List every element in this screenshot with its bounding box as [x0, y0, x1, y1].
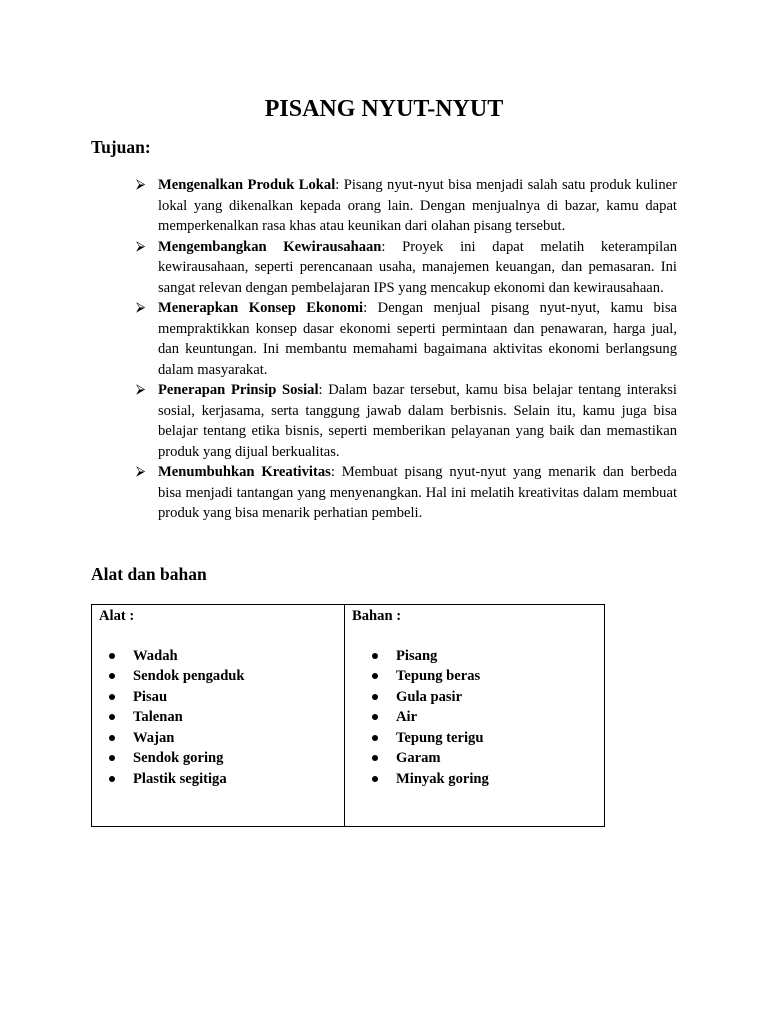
table-row: [92, 605, 605, 827]
bullet-dot-icon: [372, 714, 378, 720]
alat-cell: [92, 605, 345, 827]
page-title: PISANG NYUT-NYUT: [264, 96, 504, 122]
bahan-item-label: Air: [396, 709, 418, 725]
list-item: [345, 748, 604, 769]
list-item: [92, 707, 344, 728]
bahan-cell: [345, 605, 605, 827]
arrowhead-bullet-icon: ⮚: [136, 238, 146, 254]
list-item: [92, 728, 344, 749]
list-item: [136, 298, 677, 380]
bullet-dot-icon: [372, 755, 378, 761]
list-item: [345, 728, 604, 749]
bullet-dot-icon: [372, 653, 378, 659]
goals-list: [136, 175, 677, 524]
bullet-dot-icon: [109, 673, 115, 679]
list-item: [345, 769, 604, 790]
list-item: [92, 769, 344, 790]
arrowhead-bullet-icon: ⮚: [136, 464, 146, 479]
list-item: [92, 687, 344, 708]
bullet-dot-icon: [372, 694, 378, 700]
list-item: [136, 462, 677, 524]
alat-item-label: Pisau: [133, 688, 168, 705]
tools-ingredients-table: [91, 604, 605, 827]
goal-term: Penerapan Prinsip Sosial: [158, 382, 319, 398]
bullet-dot-icon: [109, 653, 115, 659]
goal-term: Menumbuhkan Kreativitas: [158, 464, 331, 480]
bullet-dot-icon: [109, 776, 115, 782]
section-heading-alat-bahan: Alat dan bahan: [91, 564, 207, 584]
bullet-dot-icon: [109, 694, 115, 700]
alat-item-label: Wadah: [133, 647, 178, 664]
bullet-dot-icon: [109, 714, 115, 720]
goal-text: : Dalam bazar tersebut, kamu bisa belajar tentang interaksi sosial, kerjasama, serta tanggung jawab dalam berbisnis. Selain itu, kamu juga bisa belajar tentang etika bisnis, seperti memberikan pelayanan yang baik dan memastikan produk yang dijual berkualitas.: [158, 382, 677, 460]
list-item: [136, 237, 677, 299]
alat-item-label: Sendok pengaduk: [133, 668, 245, 684]
alat-item-label: Sendok goring: [133, 750, 224, 766]
alat-label: Alat :: [99, 608, 135, 624]
bahan-item-label: Pisang: [396, 647, 438, 664]
goal-term: Mengembangkan Kewirausahaan: [158, 238, 382, 255]
list-item: [92, 666, 344, 687]
goal-text: : Pisang nyut-nyut bisa menjadi salah satu produk kuliner lokal yang dikenalkan kepada orang lain. Dengan menjualnya di bazar, kamu dapat memperkenalkan rasa khas atau keunikan dari olahan pisang tersebut.: [158, 177, 677, 234]
list-item: [92, 748, 344, 769]
bahan-item-label: Tepung terigu: [396, 729, 484, 746]
arrowhead-bullet-icon: ⮚: [136, 177, 146, 192]
alat-list: [92, 646, 344, 790]
goal-text: : Membuat pisang nyut-nyut yang menarik dan berbeda bisa menjadi tantangan yang menyenangkan. Hal ini melatih kreativitas dalam membuat produk yang bisa menarik perhatian pembeli.: [158, 464, 677, 521]
bahan-item-label: Garam: [396, 750, 441, 766]
bahan-label: Bahan :: [352, 608, 402, 624]
bullet-dot-icon: [109, 735, 115, 741]
bahan-item-label: Minyak goring: [396, 770, 489, 787]
goal-text: : Dengan menjual pisang nyut-nyut, kamu bisa mempraktikkan konsep dasar ekonomi seperti permintaan dan penawaran, harga jual, dan keuntungan. Ini membantu memahami bagaimana aktivitas ekonomi berlangsung dalam masyarakat.: [158, 300, 677, 378]
goal-term: Mengenalkan Produk Lokal: [158, 177, 336, 193]
goal-text: : Proyek ini dapat melatih keterampilan kewirausahaan, seperti perencanaan usaha, manajemen keuangan, dan pemasaran. Ini sangat relevan dengan pembelajaran IPS yang mencakup ekonomi dan kewirausahaan.: [158, 238, 678, 296]
bahan-item-label: Gula pasir: [396, 688, 463, 705]
alat-item-label: Talenan: [133, 709, 183, 725]
list-item: [345, 687, 604, 708]
alat-item-label: Wajan: [133, 729, 175, 746]
bullet-dot-icon: [372, 735, 378, 741]
list-item: [136, 175, 677, 237]
arrowhead-bullet-icon: ⮚: [136, 300, 146, 315]
list-item: [345, 707, 604, 728]
bahan-list: [345, 646, 604, 790]
bahan-item-label: Tepung beras: [396, 668, 481, 684]
arrowhead-bullet-icon: ⮚: [136, 382, 146, 397]
list-item: [92, 646, 344, 667]
goal-term: Menerapkan Konsep Ekonomi: [158, 300, 364, 316]
list-item: [345, 646, 604, 667]
list-item: [345, 666, 604, 687]
list-item: [136, 380, 677, 462]
bullet-dot-icon: [109, 755, 115, 761]
section-heading-tujuan: Tujuan:: [91, 137, 151, 157]
bullet-dot-icon: [372, 673, 378, 679]
bullet-dot-icon: [372, 776, 378, 782]
alat-item-label: Plastik segitiga: [133, 770, 227, 787]
